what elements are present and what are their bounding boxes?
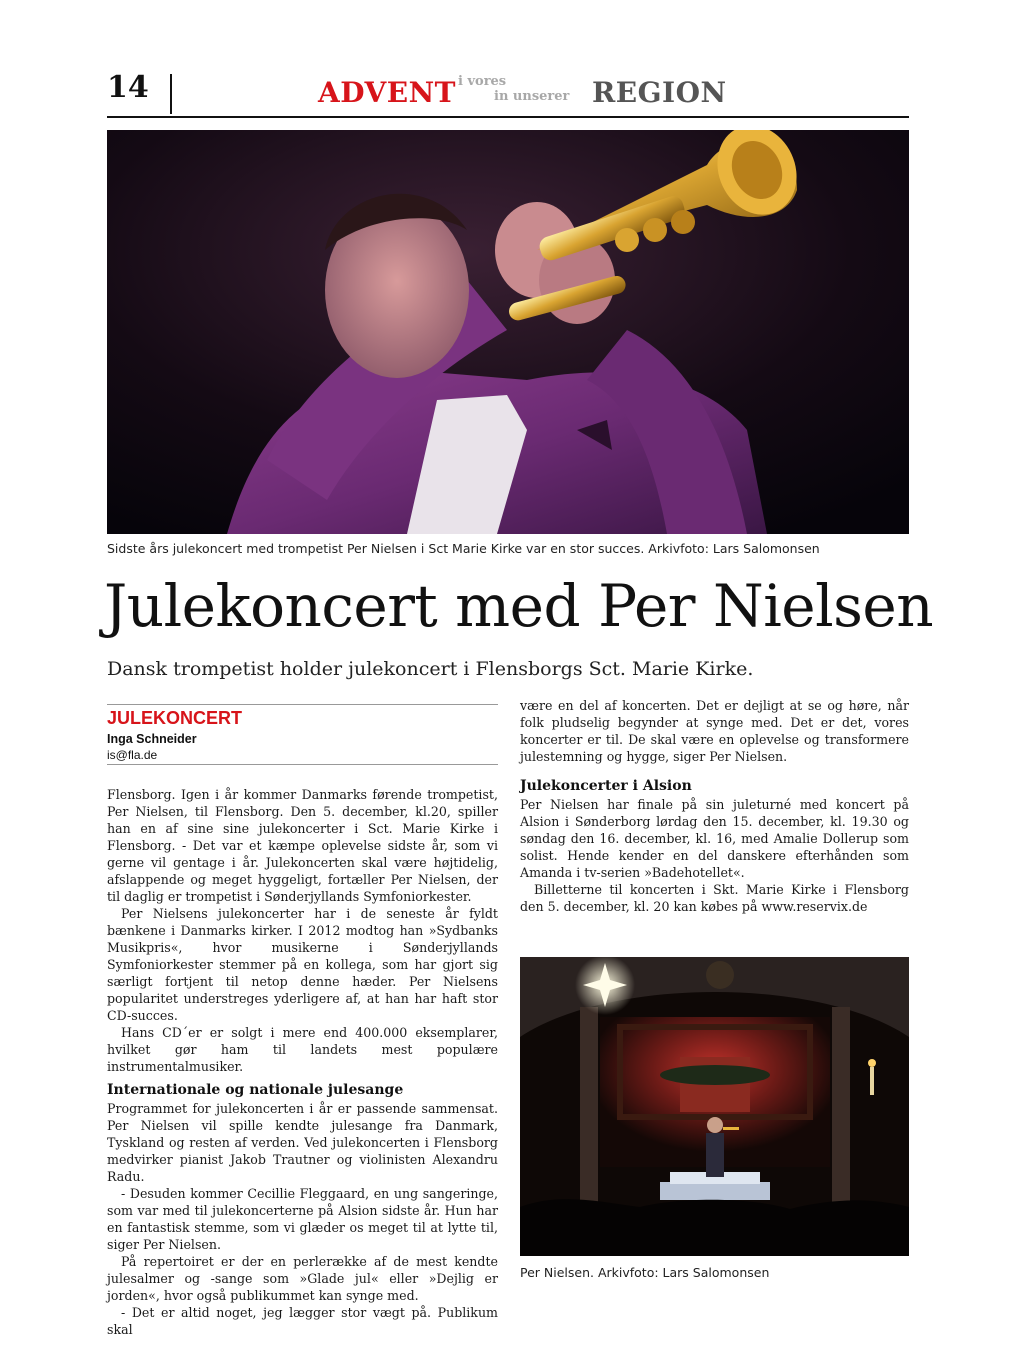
paragraph: - Det er altid noget, jeg lægger stor vægt på. Publikum skal: [107, 1305, 498, 1337]
paragraph: være en del af koncerten. Det er dejligt at se og høre, når folk pludselig begynder at synge med. Det er det, vores koncerter er til. De skal være en oplevelse og transformere julestemning og hygge, siger Per Nielsen.: [520, 698, 909, 764]
church-photo-caption: Per Nielsen. Arkivfoto: Lars Salomonsen: [520, 1265, 770, 1280]
church-concert-illustration: [520, 957, 909, 1256]
author-name: Inga Schneider: [107, 732, 197, 746]
page-number: 14: [107, 70, 149, 105]
header-rule: [107, 116, 909, 118]
subheadline: Dansk trompetist holder julekoncert i Flensborgs Sct. Marie Kirke.: [107, 658, 754, 680]
headline: Julekoncert med Per Nielsen: [104, 572, 934, 640]
trumpeter-illustration: [107, 130, 909, 534]
paragraph: Hans CD´er er solgt i mere end 400.000 eksemplarer, hvilket gør ham til landets mest populære instrumentalmusiker.: [107, 1025, 498, 1074]
paragraph: Per Nielsens julekoncerter har i de seneste år fyldt bænkene i Danmarks kirker. I 2012 modtog han »Sydbanks Musikpris«, hvor musikerne i Sønderjyllands Symfoniorkester stemmer på en kollega, som har gjort sig særligt fortjent til netop denne hæder. Per Nielsens popularitet understreges yderligere af, at han har haft stor CD-succes.: [107, 906, 498, 1023]
article-body-left: [107, 786, 498, 1338]
paragraph: Programmet for julekoncerten i år er passende sammensat. Per Nielsen vil spille kendte julesange fra Danmark, Tyskland og resten af verden. Ved julekoncerten i Flensborg medvirker pianist Jakob Trautner og violinisten Alexandru Radu.: [107, 1101, 498, 1184]
byline-bottom-rule: [107, 764, 498, 765]
paragraph: Per Nielsen har finale på sin juleturné med koncert på Alsion i Sønderborg lørdag den 15. december, kl. 19.30 og søndag den 16. december, kl. 16, med Amalie Dollerup som solist. Hende kender en del danskere efterhånden som Amanda i tv-serien »Badehotellet«.: [520, 797, 909, 880]
paragraph: - Desuden kommer Cecillie Fleggaard, en ung sangeringe, som var med til julekoncerterne på Alsion sidste år. Hun har en fantastisk stemme, som vi glæder os meget til at lytte til, siger Per Nielsen.: [107, 1186, 498, 1252]
section-subtitle-line1: i vores: [458, 74, 507, 89]
byline-top-rule: [107, 704, 498, 705]
section-subtitle-line2: in unserer: [494, 89, 570, 104]
kicker: JULEKONCERT: [107, 708, 243, 728]
section-heading: Julekoncerter i Alsion: [520, 778, 692, 794]
author-email[interactable]: is@fla.de: [107, 748, 158, 762]
header-divider: [170, 74, 172, 114]
paragraph: Billetterne til koncerten i Skt. Marie Kirke i Flensborg den 5. december, kl. 20 kan købes på www.reservix.de: [520, 882, 909, 914]
article-body-right: [520, 697, 909, 915]
section-subtitle: [458, 74, 569, 104]
section-region: REGION: [592, 76, 727, 109]
paragraph: På repertoiret er der en perlerække af de mest kendte julesalmer og -sange som »Glade jul« eller »Dejlig er jorden«, hvor også publikummet kan synge med.: [107, 1254, 498, 1303]
section-advent: ADVENT: [318, 76, 457, 109]
main-photo-caption: Sidste års julekoncert med trompetist Per Nielsen i Sct Marie Kirke var en stor succes. Arkivfoto: Lars Salomonsen: [107, 541, 820, 556]
section-heading: Internationale og nationale julesange: [107, 1082, 404, 1098]
church-photo: [520, 957, 909, 1256]
main-photo: [107, 130, 909, 534]
paragraph: Flensborg. Igen i år kommer Danmarks førende trompetist, Per Nielsen, til Flensborg. Den 5. december, kl.20, spiller han en af sine sine julekoncerter i Sct. Marie Kirke i Flensborg. - Det var et kæmpe oplevelse sidste år, som vi gerne vil gentage i år. Julekoncerten skal være højtidelig, afslappende og meget hyggeligt, fortæller Per Nielsen, der til daglig er trompetist i Sønderjyllands Symfoniorkester.: [107, 787, 498, 904]
